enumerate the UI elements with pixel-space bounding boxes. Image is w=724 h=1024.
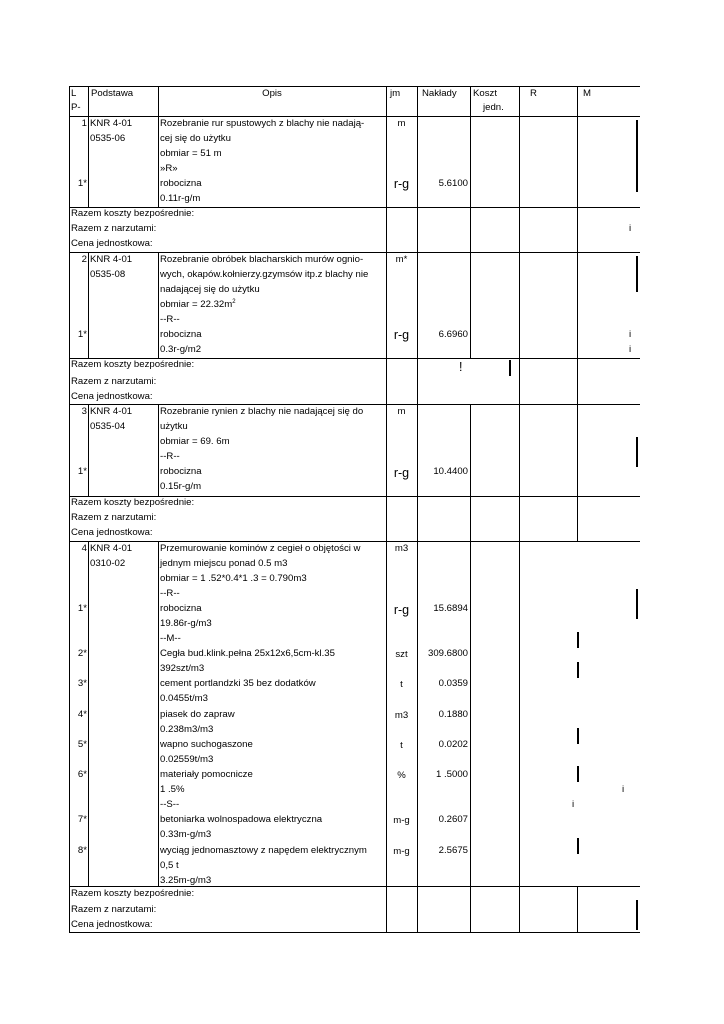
resource-name-cont: 0,5 t: [160, 860, 179, 871]
col-border: [386, 886, 387, 932]
col-border: [577, 404, 578, 496]
scan-mark: [577, 632, 579, 648]
col-border: [577, 496, 578, 541]
col-border: [158, 541, 159, 886]
summary-direct-costs: Razem koszty bezpośrednie:: [71, 888, 195, 899]
resource-value: 5.6100: [438, 178, 468, 189]
scan-mark: [509, 360, 511, 376]
col-border: [577, 207, 578, 252]
item-obmiar-text: obmiar = 22.32m: [160, 299, 233, 310]
resource-value: 0.0359: [438, 678, 468, 689]
scan-mark-i: i: [572, 799, 575, 810]
resource-value: 2.5675: [438, 845, 468, 856]
row-divider: [69, 404, 640, 405]
resource-name: piasek do zapraw: [160, 709, 235, 720]
resource-lp: 1*: [77, 178, 87, 189]
col-border: [88, 116, 89, 207]
resource-lp: 5*: [77, 739, 87, 750]
table-bottom-border: [69, 932, 640, 933]
item-lp: 1: [81, 118, 87, 129]
scan-mark: [577, 766, 579, 782]
col-border: [577, 358, 578, 404]
row-divider: [69, 541, 640, 542]
summary-direct-costs: Razem koszty bezpośrednie:: [71, 359, 195, 370]
section-label: --S--: [160, 799, 180, 810]
resource-name: robocizna: [160, 466, 202, 477]
col-border: [158, 116, 159, 207]
resource-name: robocizna: [160, 329, 202, 340]
scan-mark: [636, 256, 638, 292]
resource-norm: 0.3r-g/m2: [160, 344, 202, 355]
col-border: [470, 86, 471, 116]
item-description: użytku: [160, 421, 188, 432]
item-lp: 4: [81, 543, 87, 554]
resource-lp: 6*: [77, 769, 87, 780]
scan-mark: [636, 437, 638, 467]
item-podstawa-code: 0535-06: [90, 133, 126, 144]
item-podstawa: KNR 4-01: [90, 543, 133, 554]
resource-norm: 0.11r-g/m: [160, 193, 201, 204]
col-border: [386, 358, 387, 404]
resource-lp: 3*: [77, 678, 87, 689]
col-border: [577, 86, 578, 116]
header-koszt: Koszt: [473, 88, 497, 99]
col-border: [577, 252, 578, 358]
resource-name: wyciąg jednomasztowy z napędem elektrycznym: [160, 845, 367, 856]
resource-name: materiały pomocnicze: [160, 769, 253, 780]
resource-unit: r-g: [393, 328, 410, 342]
resource-value: 0.2607: [438, 814, 468, 825]
item-podstawa-code: 0310-02: [90, 558, 126, 569]
col-border: [417, 886, 418, 932]
col-border: [88, 86, 89, 116]
row-divider: [69, 252, 640, 253]
summary-with-overhead: Razem z narzutami:: [71, 223, 157, 234]
col-border: [417, 86, 418, 116]
item-obmiar: obmiar = 69. 6m: [160, 436, 230, 447]
col-border: [470, 252, 471, 358]
item-description: Rozebranie rur spustowych z blachy nie nadają-: [160, 118, 365, 129]
header-lp-2: P-: [71, 102, 81, 113]
resource-value: 0.0202: [438, 739, 468, 750]
col-border: [386, 496, 387, 541]
resource-norm: 19.86r-g/m3: [160, 618, 212, 629]
scan-mark: [577, 728, 579, 744]
item-description: Rozebranie rynien z blachy nie nadającej się do: [160, 406, 364, 417]
summary-unit-price: Cena jednostkowa:: [71, 527, 153, 538]
item-description: jednym miejscu ponad 0.5 m3: [160, 558, 288, 569]
resource-lp: 2*: [77, 648, 87, 659]
resource-lp: 1*: [77, 329, 87, 340]
header-koszt-jedn: jedn.: [483, 102, 504, 113]
resource-name: robocizna: [160, 603, 202, 614]
col-border: [519, 207, 520, 252]
table-top-border: [69, 86, 640, 87]
resource-unit: m3: [394, 710, 409, 721]
col-border: [69, 86, 70, 932]
summary-direct-costs: Razem koszty bezpośrednie:: [71, 208, 195, 219]
col-border: [577, 886, 578, 932]
resource-norm: 1 .5%: [160, 784, 185, 795]
item-podstawa: KNR 4-01: [90, 118, 133, 129]
scan-mark: [636, 120, 638, 192]
resource-unit: r-g: [393, 177, 410, 191]
resource-unit: t: [400, 679, 403, 690]
item-description: wych, okapów.kołnierzy.gzymsów itp.z blachy nie: [160, 269, 369, 280]
col-border: [519, 886, 520, 932]
col-border: [386, 207, 387, 252]
resource-unit: m-g: [393, 815, 410, 826]
resource-lp: 4*: [77, 709, 87, 720]
item-podstawa-code: 0535-04: [90, 421, 126, 432]
resource-value: 10.4400: [433, 466, 468, 477]
item-lp: 2: [81, 254, 87, 265]
col-border: [519, 358, 520, 404]
scan-mark: [577, 838, 579, 854]
item-unit: m: [397, 406, 406, 417]
item-description: cej się do użytku: [160, 133, 231, 144]
col-border: [417, 496, 418, 541]
resource-value: 0.1880: [438, 709, 468, 720]
resource-value: 309.6800: [427, 648, 468, 659]
resource-lp: 1*: [77, 603, 87, 614]
scan-mark-i: i: [629, 223, 632, 234]
header-podstawa: Podstawa: [91, 88, 134, 99]
item-description: Rozebranie obróbek blacharskich murów ognio-: [160, 254, 364, 265]
resource-lp: 1*: [77, 466, 87, 477]
item-podstawa-code: 0535-08: [90, 269, 126, 280]
col-border: [470, 116, 471, 207]
col-border: [417, 358, 418, 404]
resource-value: 15.6894: [433, 603, 468, 614]
section-label: --M--: [160, 633, 181, 644]
col-border: [519, 86, 520, 116]
header-naklady: Nakłady: [422, 88, 457, 99]
item-description: Przemurowanie kominów z cegieł o objętości w: [160, 543, 361, 554]
resource-norm: 392szt/m3: [160, 663, 205, 674]
col-border: [519, 252, 520, 358]
col-border: [470, 404, 471, 496]
col-border: [519, 541, 520, 886]
resource-unit: r-g: [393, 603, 410, 617]
col-border: [470, 541, 471, 886]
item-obmiar: obmiar = 1 .52*0.4*1 .3 = 0.790m3: [160, 573, 307, 584]
col-border: [386, 252, 387, 358]
col-border: [417, 404, 418, 496]
resource-norm: 0.33m-g/m3: [160, 829, 212, 840]
col-border: [417, 207, 418, 252]
summary-with-overhead: Razem z narzutami:: [71, 376, 157, 387]
row-divider: [69, 886, 640, 887]
resource-name: robocizna: [160, 178, 202, 189]
item-unit: m*: [395, 254, 408, 265]
col-border: [88, 252, 89, 358]
summary-unit-price: Cena jednostkowa:: [71, 919, 153, 930]
col-border: [417, 116, 418, 207]
col-border: [519, 116, 520, 207]
summary-unit-price: Cena jednostkowa:: [71, 238, 153, 249]
resource-unit: m-g: [393, 846, 410, 857]
summary-with-overhead: Razem z narzutami:: [71, 512, 157, 523]
header-opis: Opis: [262, 88, 282, 99]
col-border: [470, 207, 471, 252]
col-border: [519, 404, 520, 496]
resource-unit: szt: [395, 649, 408, 660]
resource-unit: %: [397, 770, 406, 781]
col-border: [417, 252, 418, 358]
resource-lp: 8*: [77, 845, 87, 856]
col-border: [519, 496, 520, 541]
item-unit: m3: [394, 543, 409, 554]
col-border: [88, 541, 89, 886]
summary-with-overhead: Razem z narzutami:: [71, 904, 157, 915]
col-border: [470, 496, 471, 541]
col-border: [158, 252, 159, 358]
resource-norm: 0.02559t/m3: [160, 754, 214, 765]
resource-unit: t: [400, 740, 403, 751]
resource-name: wapno suchogaszone: [160, 739, 253, 750]
header-lp: L: [71, 88, 77, 99]
summary-direct-costs: Razem koszty bezpośrednie:: [71, 497, 195, 508]
resource-unit: r-g: [393, 466, 410, 480]
col-border: [417, 541, 418, 886]
col-border: [470, 886, 471, 932]
resource-norm: 0.0455t/m3: [160, 693, 209, 704]
col-border: [88, 404, 89, 496]
col-border: [158, 404, 159, 496]
section-label: »R»: [160, 163, 178, 174]
header-r: R: [530, 88, 537, 99]
scan-mark: [577, 662, 579, 678]
scan-mark-i: i: [622, 784, 625, 795]
scan-mark-i: i: [629, 329, 632, 340]
resource-norm: 3.25m-g/m3: [160, 875, 212, 886]
resource-norm: 0.238m3/m3: [160, 724, 214, 735]
item-podstawa: KNR 4-01: [90, 406, 133, 417]
scan-mark-excl: !: [459, 360, 463, 374]
section-label: --R--: [160, 588, 180, 599]
resource-name: Cegła bud.klink.pełna 25x12x6,5cm-kl.35: [160, 648, 335, 659]
resource-norm: 0.15r-g/m: [160, 481, 202, 492]
header-jm: jm: [390, 88, 401, 99]
resource-lp: 7*: [77, 814, 87, 825]
item-obmiar-exponent: 2: [232, 298, 236, 305]
resource-value: 1 .5000: [435, 769, 468, 780]
resource-name: cement portlandzki 35 bez dodatków: [160, 678, 316, 689]
section-label: --R--: [160, 451, 180, 462]
summary-unit-price: Cena jednostkowa:: [71, 391, 153, 402]
resource-value: 6.6960: [438, 329, 468, 340]
scan-mark: [636, 900, 638, 930]
header-m: M: [583, 88, 591, 99]
item-description: nadającej się do użytku: [160, 284, 260, 295]
scan-mark-i: i: [629, 344, 632, 355]
item-lp: 3: [81, 406, 87, 417]
header-bottom-border: [69, 116, 640, 117]
item-unit: m: [397, 118, 406, 129]
col-border: [577, 116, 578, 207]
item-obmiar: [160, 299, 236, 311]
scan-mark: [636, 589, 638, 619]
resource-name: betoniarka wolnospadowa elektryczna: [160, 814, 323, 825]
section-label: --R--: [160, 314, 180, 325]
item-podstawa: KNR 4-01: [90, 254, 133, 265]
col-border: [386, 86, 387, 116]
item-obmiar: obmiar = 51 m: [160, 148, 222, 159]
